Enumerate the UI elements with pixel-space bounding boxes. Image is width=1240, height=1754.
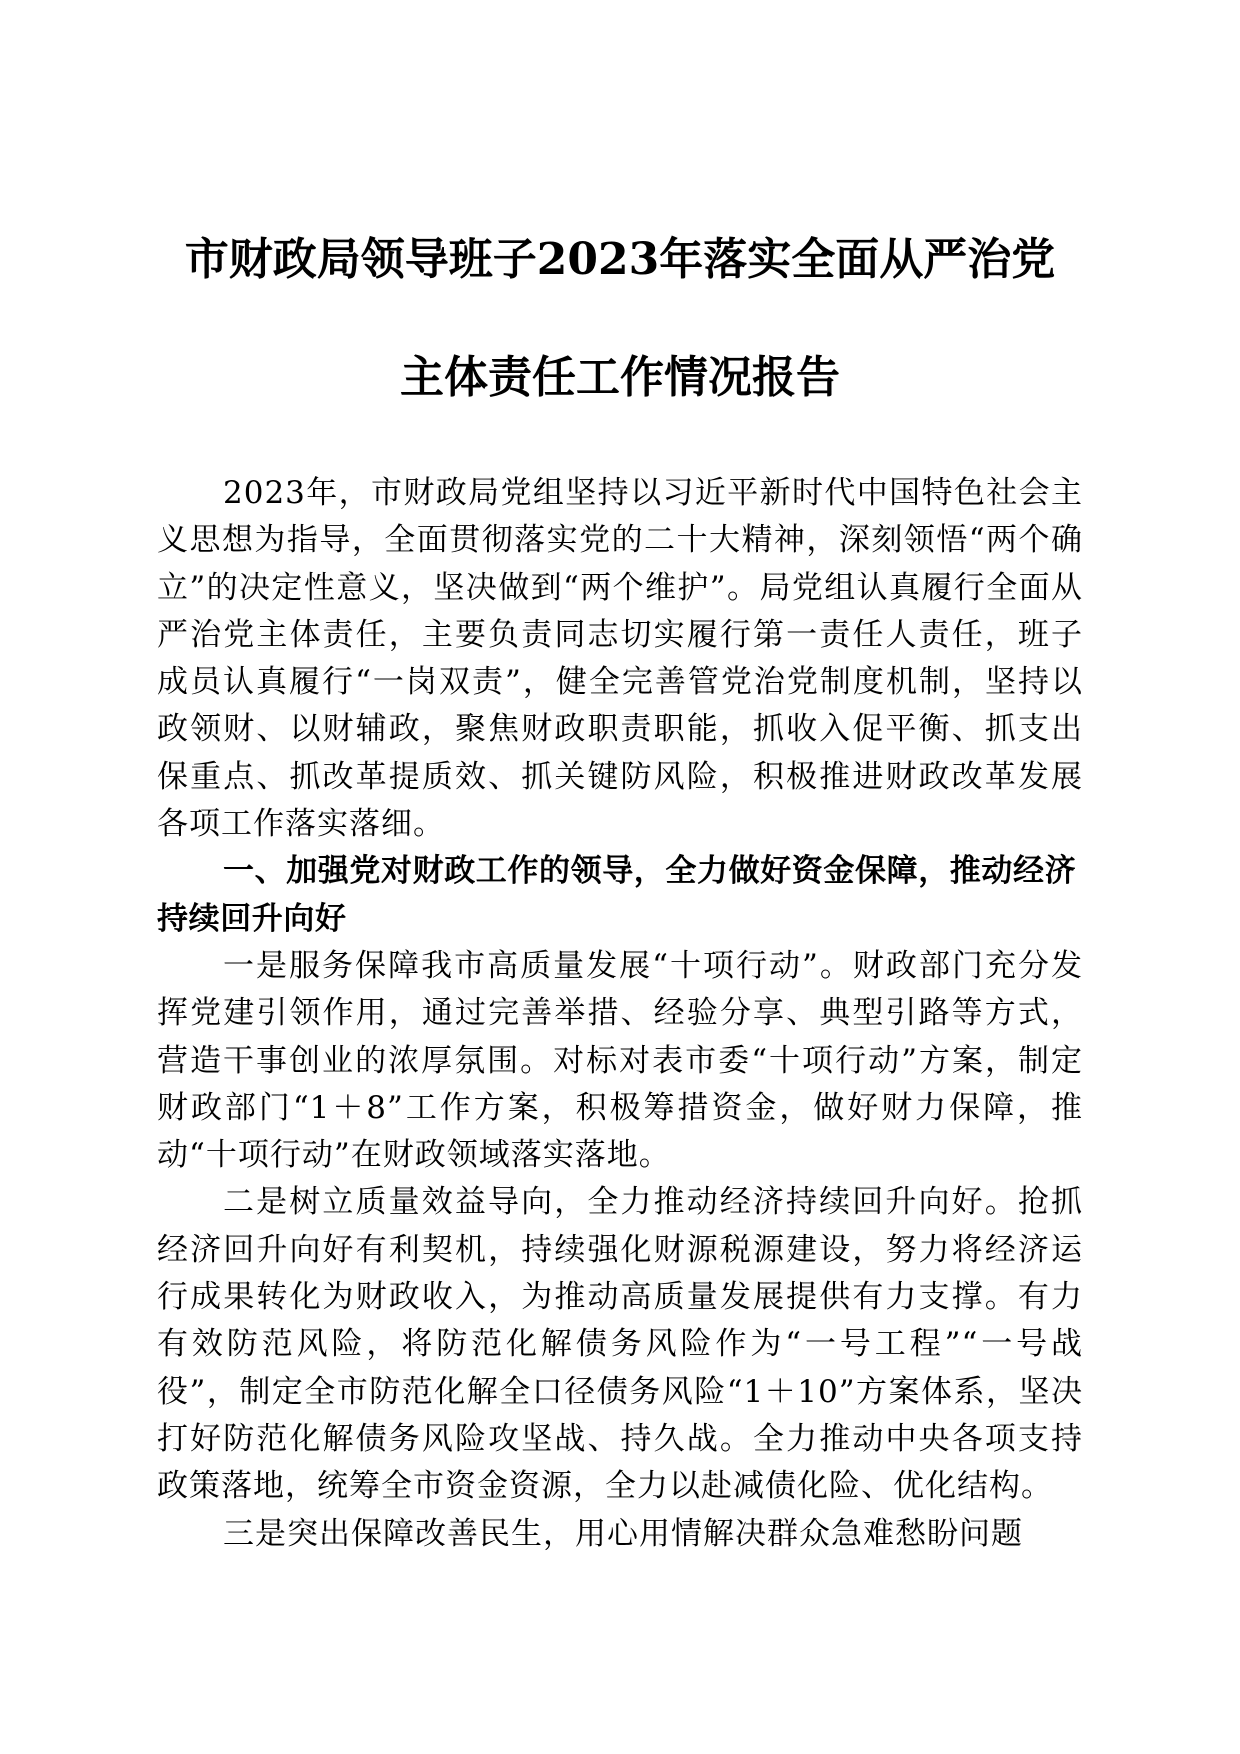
document-body bbox=[157, 470, 1083, 1558]
paragraph-quality-benefit: 二是树立质量效益导向，全力推动经济持续回升向好。抢抓经济回升向好有利契机，持续强化财源税源建设，努力将经济运行成果转化为财政收入，为推动高质量发展提供有力支撑。有力有效防范风险，将防范化解债务风险作为“一号工程”“一号战役”，制定全市防范化解全口径债务风险“1＋10”方案体系，坚决打好防范化解债务风险攻坚战、持久战。全力推动中央各项支持政策落地，统筹全市资金资源，全力以赴减债化险、优化结构。 bbox=[157, 1184, 1083, 1505]
paragraph-ten-actions: 一是服务保障我市高质量发展“十项行动”。财政部门充分发挥党建引领作用，通过完善举措、经验分享、典型引路等方式，营造干事创业的浓厚氛围。对标对表市委“十项行动”方案，制定财政部门“1＋8”工作方案，积极筹措资金，做好财力保障，推动“十项行动”在财政领域落实落地。 bbox=[157, 947, 1083, 1174]
document-title-line-2: 主体责任工作情况报告 bbox=[400, 352, 840, 403]
document-title-line-1: 市财政局领导班子2023年落实全面从严治党 bbox=[184, 234, 1056, 285]
paragraph-livelihood: 三是突出保障改善民生，用心用情解决群众急难愁盼问题 bbox=[223, 1515, 1023, 1552]
intro-paragraph: 2023年，市财政局党组坚持以习近平新时代中国特色社会主义思想为指导，全面贯彻落实党的二十大精神，深刻领悟“两个确立”的决定性意义，坚决做到“两个维护”。局党组认真履行全面从严治党主体责任，主要负责同志切实履行第一责任人责任，班子成员认真履行“一岗双责”，健全完善管党治党制度机制，坚持以政领财、以财辅政，聚焦财政职责职能，抓收入促平衡、抓支出保重点、抓改革提质效、抓关键防风险，积极推进财政改革发展各项工作落实落细。 bbox=[157, 475, 1083, 843]
section-heading-1: 一、加强党对财政工作的领导，全力做好资金保障，推动经济持续回升向好 bbox=[157, 853, 1077, 937]
